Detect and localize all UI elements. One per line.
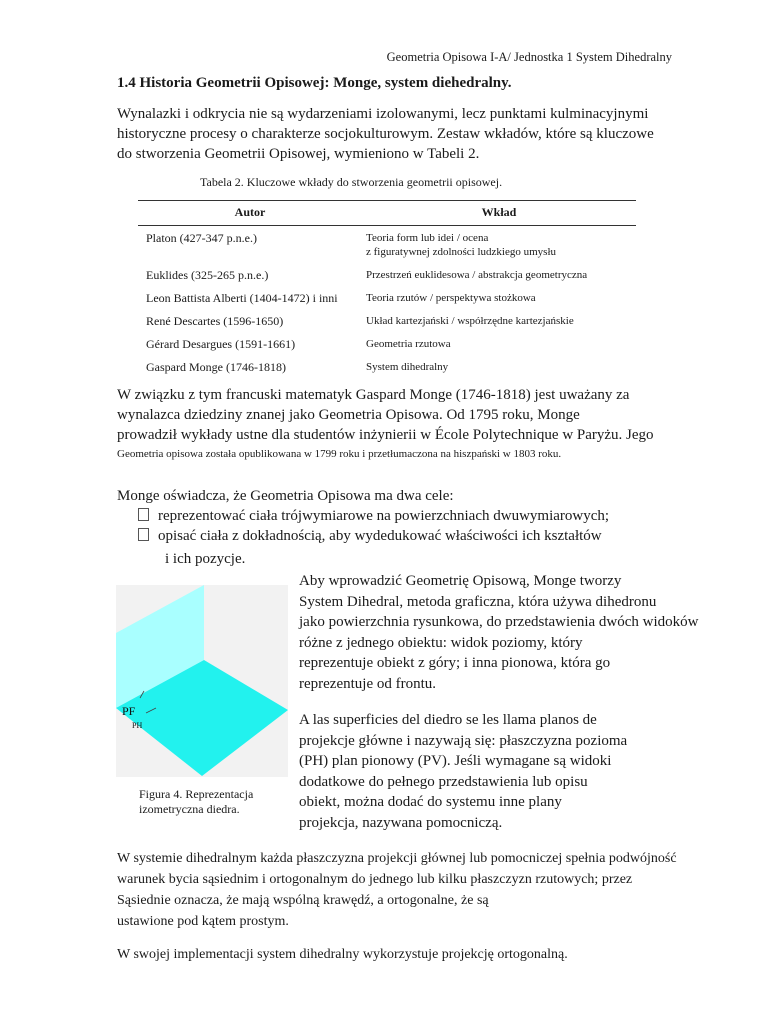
table-row [138, 226, 636, 264]
author-cell: Leon Battista Alberti (1404-1472) i inni [146, 291, 338, 305]
text-line: System Dihedral, metoda graficzna, która używa dihedronu [299, 593, 657, 610]
caption-line: izometryczna diedra. [139, 802, 240, 816]
text-line: W systemie dihedralnym każda płaszczyzna projekcji głównej lub pomocniczej spełnia podwójność [117, 851, 677, 866]
text-line: Sąsiednie oznacza, że mają wspólną krawędź, a ortogonalne, że są [117, 893, 489, 908]
text-line: historyczne procesy o charakterze socjokulturowym. Zestaw wkładów, które są kluczowe [117, 126, 654, 142]
figure-caption [139, 787, 253, 817]
text-line: W związku z tym francuski matematyk Gaspard Monge (1746-1818) jest uważany za [117, 387, 630, 403]
text-line: A las superficies del diedro se les llama planos de [299, 712, 597, 728]
text-line: Wynalazki i odkrycia nie są wydarzeniami izolowanymi, lecz punktami kulminacyjnymi [117, 106, 649, 122]
column-header-author: Autor [138, 201, 362, 226]
text-line: Geometria opisowa została opublikowana w 1799 roku i przetłumaczona na hiszpański w 1803 roku. [117, 448, 562, 460]
list-item [158, 526, 609, 546]
text-line: reprezentuje od frontu. [299, 675, 437, 692]
text-line: wynalazca dziedziny znanej jako Geometria Opisowa. Od 1795 roku, Monge [117, 407, 580, 423]
contribution-cell: Przestrzeń euklidesowa / abstrakcja geometryczna [366, 269, 588, 281]
text-line: dodatkowe do pełnego przedstawienia lub opisu [299, 773, 588, 790]
table-row [138, 332, 636, 355]
column-header-contribution: Wkład [362, 201, 636, 226]
table-caption: Tabela 2. Kluczowe wkłady do stworzenia geometrii opisowej. [200, 175, 503, 189]
text-line: ustawione pod kątem prostym. [117, 914, 289, 929]
contribution-cell: Układ kartezjański / współrzędne kartezjańskie [366, 315, 574, 327]
contribution-cell: System dihedralny [366, 361, 449, 373]
page-header: Geometria Opisowa I-A/ Jednostka 1 System Dihedralny [386, 50, 672, 64]
text-line: warunek bycia sąsiednim i ortogonalnym do jednego lub kilku płaszczyzn rzutowych; przez [117, 872, 633, 887]
text-line: projekcje główne i nazywają się: płaszczyzna pozioma [299, 732, 628, 749]
dihedral-figure [116, 585, 288, 777]
text-line: Aby wprowadzić Geometrię Opisową, Monge tworzy [299, 573, 622, 589]
intro-paragraph [117, 104, 654, 164]
goal-text: reprezentować ciała trójwymiarowe na powierzchniach dwuwymiarowych; [158, 508, 610, 524]
text-line: do stworzenia Geometrii Opisowej, wymieniono w Tabeli 2. [117, 146, 480, 162]
contributions-table [138, 200, 636, 378]
contribution-cell: Teoria rzutów / perspektywa stożkowa [366, 292, 536, 304]
label-pf: PF [122, 704, 136, 718]
dihedral-diagram [116, 585, 288, 777]
text-line: reprezentuje obiekt z góry; i inna pionowa, która go [299, 655, 611, 671]
author-cell: Euklides (325-265 p.n.e.) [146, 268, 269, 282]
author-cell: Gérard Desargues (1591-1661) [146, 337, 296, 351]
list-item [158, 506, 609, 526]
author-cell: Gaspard Monge (1746-1818) [146, 360, 286, 374]
projection-planes-paragraph [299, 710, 627, 833]
goals-intro: Monge oświadcza, że Geometria Opisowa ma dwa cele: [117, 488, 454, 504]
text-line: prowadził wykłady ustne dla studentów inżynierii w École Polytechnique w Paryżu. Jego [117, 427, 654, 443]
goals-list [158, 506, 609, 546]
bullet-icon [138, 508, 149, 521]
text-line: jako powierzchnia rysunkowa, do przedstawienia dwóch widoków [299, 614, 699, 630]
text-line: projekcja, nazywana pomocniczą. [299, 814, 503, 831]
table-row [138, 309, 636, 332]
contribution-line: z figuratywnej zdolności ludzkiego umysłu [366, 246, 557, 258]
table-row [138, 286, 636, 309]
contribution-line: Teoria form lub idei / ocena [366, 232, 489, 244]
contribution-cell: Geometria rzutowa [366, 338, 451, 350]
last-paragraph: W swojej implementacji system dihedralny wykorzystuje projekcję ortogonalną. [117, 947, 568, 962]
table-row [138, 355, 636, 378]
dihedral-intro-paragraph [299, 571, 698, 694]
final-paragraph [117, 848, 677, 932]
section-title: 1.4 Historia Geometrii Opisowej: Monge, system diehedralny. [117, 75, 512, 91]
label-ph: PH [132, 721, 143, 730]
monge-paragraph [117, 385, 654, 463]
author-cell: René Descartes (1596-1650) [146, 314, 284, 328]
text-line: różne z jednego obiektu: widok poziomy, który [299, 634, 583, 651]
goals-continuation: i ich pozycje. [165, 551, 246, 567]
text-line: obiekt, można dodać do systemu inne plany [299, 794, 562, 810]
bullet-icon [138, 528, 149, 541]
text-line: (PH) plan pionowy (PV). Jeśli wymagane są widoki [299, 753, 612, 769]
table-row [138, 263, 636, 286]
caption-line: Figura 4. Reprezentacja [139, 787, 254, 801]
author-cell: Platon (427-347 p.n.e.) [146, 231, 257, 245]
goal-text: opisać ciała z dokładnością, aby wydedukować właściwości ich kształtów [158, 528, 602, 544]
contribution-cell [362, 226, 636, 264]
